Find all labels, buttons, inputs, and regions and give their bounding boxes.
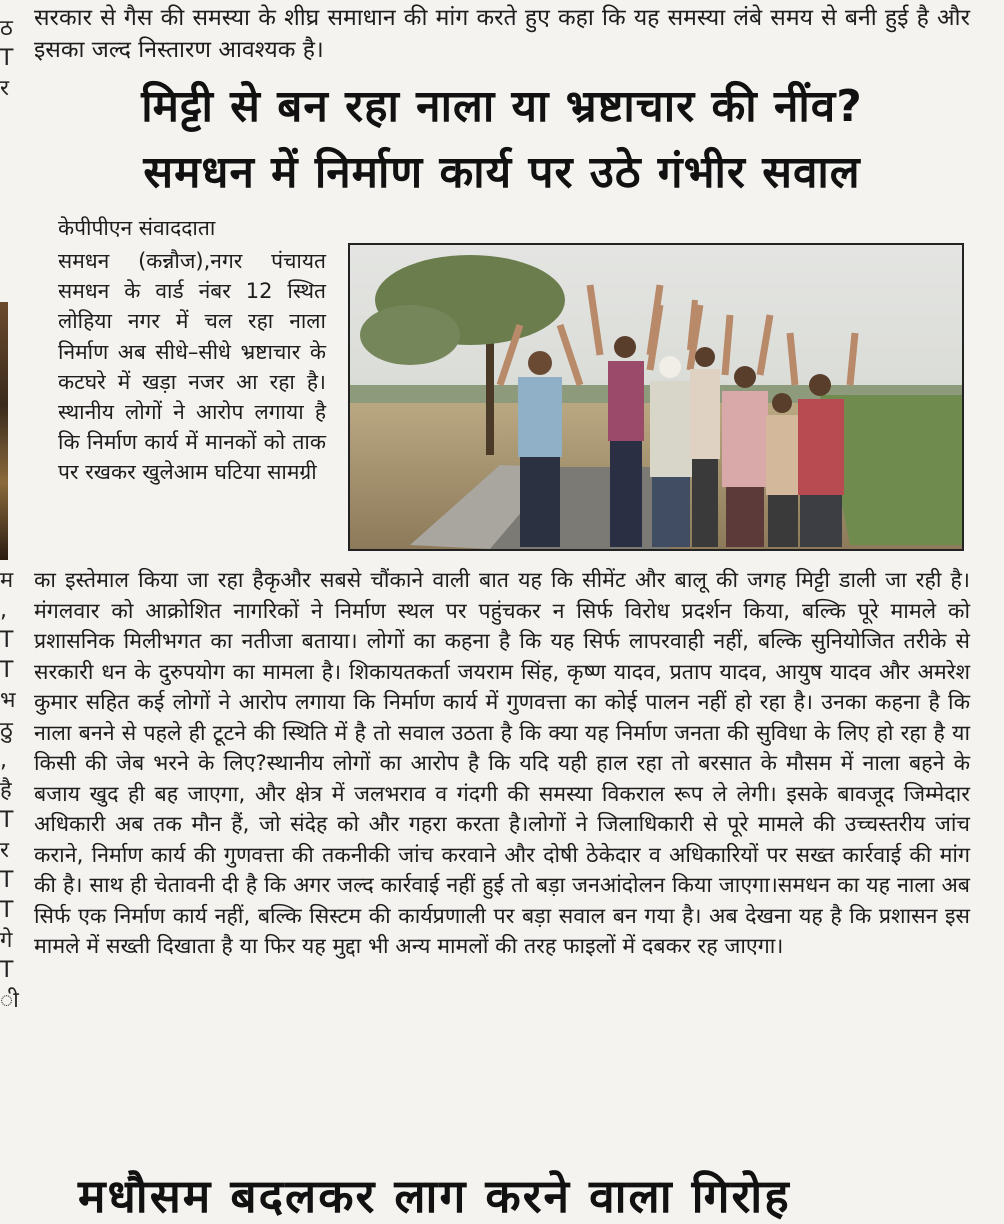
left-fragment-char: र [0, 76, 9, 101]
left-fragment-char: T [0, 628, 14, 653]
protest-photo [348, 243, 964, 551]
left-fragment-char: T [0, 658, 14, 683]
left-fragment-char: , [0, 598, 7, 623]
tree-canopy-left [360, 305, 460, 365]
left-fragment-char: T [0, 46, 14, 71]
article-body: का इस्तेमाल किया जा रहा हैकृऔर सबसे चौंकाने वाली बात यह कि सीमेंट और बालू की जगह मिट्टी डाली जा रही है। मंगलवार को आक्रोशित नागरिकों ने निर्माण स्थल पर पहुंचकर न सिर्फ विरोध प्रदर्शन किया, बल्कि पूरे मामले को प्रशासनिक मिलीभगत का नतीजा बताया। लोगों का कहना है कि यह सिर्फ लापरवाही नहीं, बल्कि सुनियोजित तरीके से सरकारी धन के दुरुपयोग का मामला है। शिकायतकर्ता जयराम सिंह, कृष्ण यादव, प्रताप यादव, आयुष यादव और अमरेश कुमार सहित कई लोगों ने आरोप लगाया कि निर्माण कार्य में गुणवत्ता का कोई पालन नहीं हो रहा है। उनका कहना है कि नाला बनने से पहले ही टूटने की स्थिति में है तो सवाल उठता है कि क्या यह निर्माण जनता की सुविधा के लिए हो रहा है या किसी की जेब भरने के लिए?स्थानीय लोगों का आरोप है कि यदि यही हाल रहा तो बरसात के मौसम में नाला बहने के बजाय खुद ही बह जाएगा, और क्षेत्र में जलभराव व गंदगी की समस्या विकराल रूप ले लेगी। इसके बावजूद जिम्मेदार अधिकारी अब तक मौन हैं, जो संदेह को और गहरा करता है।लोगों ने जिलाधिकारी से पूरे मामले की उच्चस्तरीय जांच कराने, निर्माण कार्य की गुणवत्ता की तकनीकी जांच करवाने और दोषी ठेकेदार व अधिकारियों पर सख्त कार्रवाई की मांग की है। साथ ही चेतावनी दी है कि अगर जल्द कार्रवाई नहीं हुई तो बड़ा जनआंदोलन किया जाएगा।समधन का यह नाला अब सिर्फ एक निर्माण कार्य नहीं, बल्कि सिस्टम की कार्यप्रणाली पर बड़ा सवाल बन गया है। अब देखना यह है कि प्रशासन इस मामले में सख्ती दिखाता है या फिर यह मुद्दा भी अन्य मामलों की तरह फाइलों में दबकर रह जाएगा। [34, 568, 970, 959]
left-fragment-char: T [0, 808, 14, 833]
left-fragment-char: T [0, 868, 14, 893]
left-fragment-char: ी [0, 988, 19, 1013]
protest-photo-illustration [350, 245, 962, 549]
left-fragment-char: है [0, 778, 12, 803]
next-article-headline: मधौसम बदलकर लाग करने वाला गिरोह [78, 1169, 791, 1223]
left-fragment-char: T [0, 958, 14, 983]
left-fragment-char: भ [0, 688, 16, 713]
left-column-fragment-top [0, 14, 16, 104]
left-fragment-char: म [0, 568, 14, 593]
article-intro: समधन (कन्नौज),नगर पंचायत समधन के वार्ड नंबर 12 स्थित लोहिया नगर में चल रहा नाला निर्माण अब सीधे–सीधे भ्रष्टाचार के कटघरे में खड़ा नजर आ रहा है। स्थानीय लोगों ने आरोप लगाया है कि निर्माण कार्य में मानकों को ताक पर रखकर खुलेआम घटिया सामग्री [58, 249, 326, 485]
headline-line-2: समधन में निर्माण कार्य पर उठे गंभीर सवाल [143, 147, 861, 198]
left-fragment-char: र [0, 838, 9, 863]
left-fragment-char: ठ [0, 16, 13, 41]
left-fragment-char: T [0, 898, 14, 923]
left-fragment-char: ठु [0, 718, 13, 743]
left-fragment-char: गे [0, 928, 13, 953]
left-fragment-char: , [0, 748, 7, 773]
byline: केपीपीएन संवाददाता [58, 216, 216, 240]
headline-line-1: मिट्टी से बन रहा नाला या भ्रष्टाचार की नींव? [141, 81, 863, 132]
left-column-fragment-bottom [0, 566, 19, 1016]
person-6 [766, 393, 800, 547]
previous-article-tail: सरकार से गैस की समस्या के शीघ्र समाधान की मांग करते हुए कहा कि यह समस्या लंबे समय से बनी हुई है और इसका जल्द निस्तारण आवश्यक है। [34, 5, 970, 63]
left-column-photo-fragment [0, 302, 8, 560]
